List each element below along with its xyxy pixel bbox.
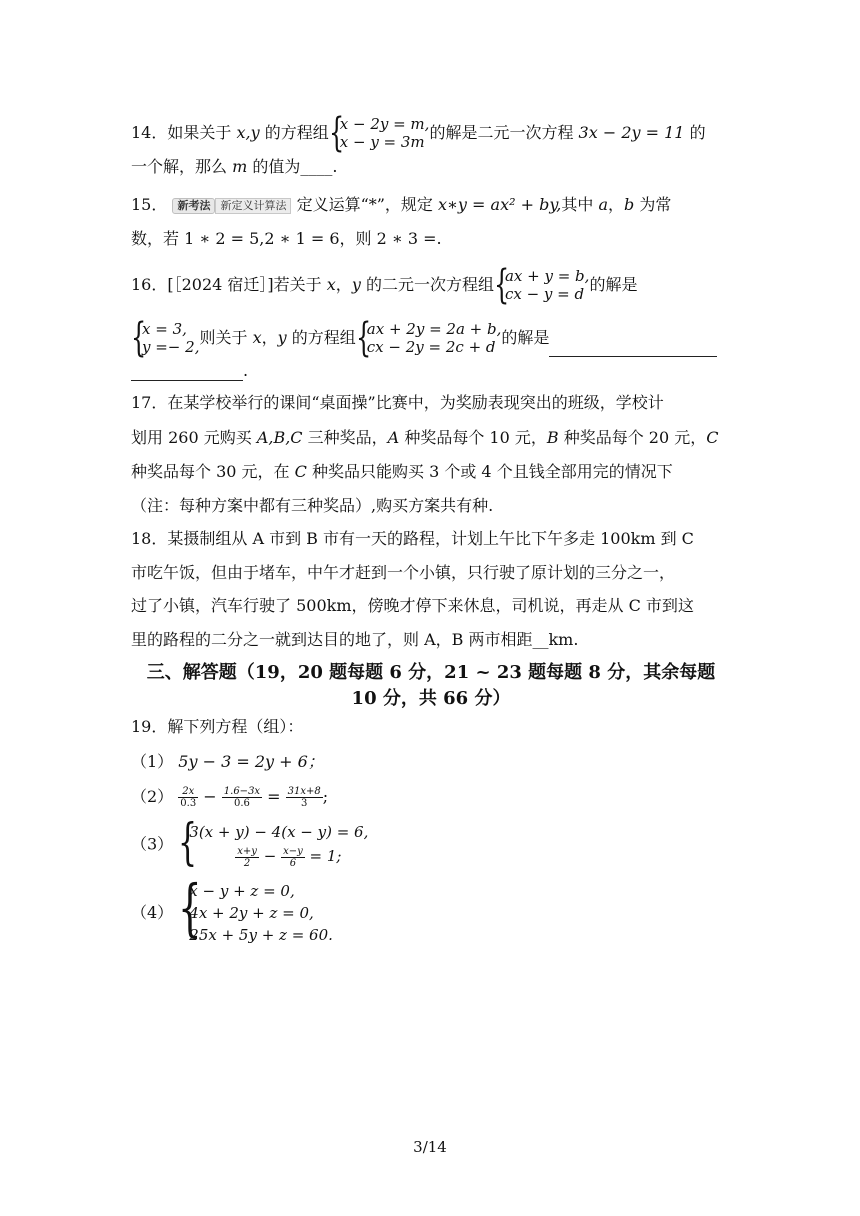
q16-var: y <box>277 328 287 347</box>
q14-eq3: 3x − 2y = 11 <box>578 123 685 142</box>
q14-var: m <box>232 157 248 176</box>
answer-blank[interactable] <box>549 340 717 357</box>
q17-text: 17．在某学校举行的课间“桌面操”比赛中，为奖励表现突出的班级，学校计 <box>131 393 664 412</box>
q18-line3 <box>131 596 694 616</box>
q15-var: a <box>598 195 608 214</box>
q14-text: 如果关于 <box>167 123 232 142</box>
q16-eq: y =− 2, <box>142 338 200 356</box>
q19-part2 <box>131 786 328 809</box>
q14-system: { x − 2y = m, x − y = 3m <box>328 110 430 156</box>
operator: = 1; <box>309 847 342 865</box>
q15-text: 为常 <box>639 195 672 214</box>
q19-label: （4） <box>131 903 174 922</box>
page-number: 3/14 <box>413 1138 447 1156</box>
q17-text: 划用 260 元购买 <box>131 428 252 447</box>
q17-text: 种奖品只能购买 3 个或 4 个且钱全部用完的情况下 <box>311 462 673 481</box>
operator: − <box>203 787 217 806</box>
q14-text: 的 <box>689 123 706 142</box>
section-heading-line1: 三、解答题（19，20 题每题 6 分，21 ~ 23 题每题 8 分，其余每题 <box>146 662 716 683</box>
q16-text: 的解是 <box>501 328 550 347</box>
q19-system4: { x − y + z = 0, 4x + 2y + z = 0, 25x + 5y + z = 60. <box>178 871 333 944</box>
q18-line4 <box>131 630 578 650</box>
q17-var: B <box>546 428 559 447</box>
q15-text: 其中 <box>561 195 594 214</box>
q15-line1 <box>131 195 671 215</box>
q19-eq: 25x + 5y + z = 60. <box>189 926 333 944</box>
fraction <box>281 846 305 869</box>
q19-label: （1） <box>131 752 174 771</box>
q16-solution: { x = 3, y =− 2, <box>131 315 200 361</box>
q16-system1: { ax + y = b, cx − y = d <box>493 262 590 308</box>
q17-var: C <box>706 428 719 447</box>
q14-vars: x,y <box>236 123 260 142</box>
q14-line2 <box>131 157 337 177</box>
q16-source: [［2024 宿迁］]若关于 <box>167 275 322 294</box>
numerator: 1.6−3x <box>223 786 261 797</box>
q15-text: 定义运算“*”，规定 <box>296 195 433 214</box>
q16-system2: { ax + 2y = 2a + b, cx − 2y = 2c + d <box>355 315 502 361</box>
new-method-badge: 新考法 <box>172 198 215 214</box>
q16-text: ， <box>261 328 278 347</box>
q16-var: y <box>351 275 361 294</box>
q16-text: 的解是 <box>589 275 638 294</box>
q18-text: 18．某摄制组从 A 市到 B 市有一天的路程，计划上午比下午多走 100km 到 C <box>131 529 694 548</box>
q16-text: 的二元一次方程组 <box>365 275 494 294</box>
q19-title <box>131 717 303 737</box>
q14-line1 <box>131 110 706 156</box>
q16-var: x <box>326 275 336 294</box>
q17-line1 <box>131 393 664 413</box>
q14-text: 一个解，那么 <box>131 157 228 176</box>
q16-eq: ax + 2y = 2a + b, <box>366 320 502 338</box>
fraction <box>178 786 198 809</box>
q18-line2 <box>131 563 675 583</box>
q19-eq: x − y + z = 0, <box>189 882 295 900</box>
q17-vars: A,B,C <box>256 428 303 447</box>
q16-text: ， <box>335 275 352 294</box>
q14-eq2: x − y = 3m <box>339 133 425 151</box>
q17-line2 <box>131 428 719 448</box>
fraction <box>286 786 323 809</box>
answer-blank[interactable] <box>131 364 243 381</box>
q16-var: x <box>252 328 262 347</box>
numerator: 31x+8 <box>287 786 321 797</box>
q18-text: 过了小镇，汽车行驶了 500km，傍晚才停下来休息，司机说，再走从 C 市到这 <box>131 596 694 615</box>
q16-line1 <box>131 262 638 308</box>
q16-text: . <box>243 361 249 380</box>
q18-text: 里的路程的二分之一就到达目的地了，则 A，B 两市相距__km. <box>131 630 579 649</box>
q17-text: 种奖品每个 20 元， <box>563 428 707 447</box>
q15-formula: x∗y = ax² + by, <box>438 195 562 214</box>
q19-part1 <box>131 752 324 772</box>
denominator: 0.3 <box>180 798 197 809</box>
section-heading-line2: 10 分，共 66 分） <box>351 688 511 709</box>
q17-var: A <box>387 428 400 447</box>
q19-eq: 4x + 2y + z = 0, <box>189 904 314 922</box>
q16-line3 <box>131 361 248 381</box>
q17-line3 <box>131 462 673 482</box>
numerator: x+y <box>237 845 257 857</box>
q17-var: C <box>294 462 307 481</box>
q19-label: （2） <box>131 787 174 806</box>
q14-text: 的值为____. <box>252 157 338 176</box>
q16-text: 的方程组 <box>291 328 356 347</box>
q14-number: 14． <box>131 123 168 142</box>
operator: ; <box>322 787 329 806</box>
q16-number: 16． <box>131 275 168 294</box>
q15-number: 15． <box>131 195 168 214</box>
q18-line1 <box>131 529 694 549</box>
denominator: 0.6 <box>233 798 250 809</box>
section-heading <box>131 660 731 712</box>
q19-part3 <box>131 813 369 871</box>
q17-text: 种奖品每个 10 元， <box>404 428 547 447</box>
new-definition-badge: 新定义计算法 <box>215 198 291 214</box>
denominator: 3 <box>301 798 308 809</box>
q19-eq: 3(x + y) − 4(x − y) = 6, <box>189 823 369 841</box>
q19-part4 <box>131 871 333 946</box>
operator: = <box>267 787 281 806</box>
q17-text: 种奖品每个 30 元，在 <box>131 462 290 481</box>
denominator: 6 <box>289 857 297 869</box>
q17-text: 三种奖品， <box>307 428 388 447</box>
q19-text: 19．解下列方程（组）： <box>131 717 304 736</box>
q16-line2 <box>131 315 717 361</box>
fraction <box>235 846 259 869</box>
denominator: 2 <box>243 857 251 869</box>
fraction <box>222 786 262 809</box>
q16-text: 则关于 <box>199 328 248 347</box>
q16-eq: cx − 2y = 2c + d <box>366 338 496 356</box>
q19-label: （3） <box>131 834 174 854</box>
operator: − <box>263 847 277 865</box>
q14-text: 的方程组 <box>264 123 329 142</box>
q15-text: ， <box>608 195 625 214</box>
q19-eq: 5y − 3 = 2y + 6； <box>178 752 324 771</box>
numerator: x−y <box>283 845 303 857</box>
q14-eq1: x − 2y = m, <box>339 115 430 133</box>
q14-text: 的解是二元一次方程 <box>429 123 574 142</box>
q15-var: b <box>624 195 635 214</box>
q17-text: （注：每种方案中都有三种奖品）,购买方案共有种. <box>131 496 494 515</box>
q15-text: 数，若 1 ∗ 2 = 5,2 ∗ 1 = 6，则 2 ∗ 3 =. <box>131 229 442 248</box>
numerator: 2x <box>178 786 198 798</box>
q17-line4 <box>131 496 493 516</box>
q16-eq: cx − y = d <box>504 285 585 303</box>
q16-eq: x = 3, <box>142 320 187 338</box>
q18-text: 市吃午饭，但由于堵车，中午才赶到一个小镇，只行驶了原计划的三分之一， <box>131 563 676 582</box>
q15-line2 <box>131 229 442 249</box>
q16-eq: ax + y = b, <box>504 267 590 285</box>
q19-system3: { 3(x + y) − 4(x − y) = 6, $\frac{x+y}{2}$ − $\frac{x-y}{6}$ = 1; <box>178 813 369 871</box>
